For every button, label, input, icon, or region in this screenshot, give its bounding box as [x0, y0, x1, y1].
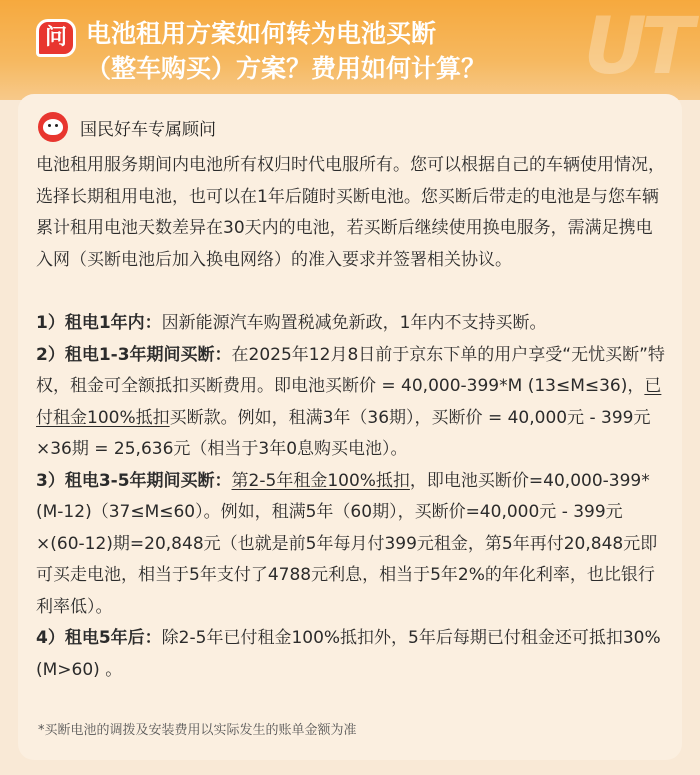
list-item-text: 买断款。例如，租满3年（36期），买断价 = 40,000元 - 399元×36期 = 25,636元（相当于3年0息购买电池）。: [36, 407, 651, 459]
list-item-text: 除2-5年已付租金100%抵扣外，5年后每期已付租金还可抵扣30% (M>60) 。: [36, 628, 661, 680]
list-item-highlight: 第2-5年租金100%抵扣: [231, 470, 410, 491]
spacer: [36, 276, 668, 308]
question-title: [86, 16, 580, 86]
list-item-4: [36, 623, 668, 686]
question-title-line2: （整车购买）方案？费用如何计算？: [86, 54, 487, 83]
intro-paragraph: 电池租用服务期间内电池所有权归时代电服所有。您可以根据自己的车辆使用情况，选择长期租用电池，也可以在1年后随时买断电池。您买断后带走的电池是与您车辆累计租用电池天数差异在30天内的电池，若买断后继续使用换电服务，需满足携电入网（买断电池后加入换电网络）的准入要求并签署相关协议。: [36, 155, 665, 270]
advisor-name: 国民好车专属顾问: [80, 119, 216, 140]
answer-content: [36, 150, 668, 686]
question-header: [0, 0, 700, 100]
list-item-highlight: 已付租金100%抵扣: [36, 376, 662, 428]
advisor-avatar-icon: [38, 112, 68, 142]
list-item-label: 3）租电3-5年期间买断：: [36, 470, 232, 491]
list-item-label: 4）租电5年后：: [36, 628, 162, 648]
list-item-2: [36, 340, 668, 466]
list-item-text: 因新能源汽车购置税减免新政，1年内不支持买断。: [161, 313, 547, 333]
list-item-3: [36, 466, 668, 624]
advisor-row: [38, 112, 216, 142]
list-item-label: 1）租电1年内：: [36, 313, 162, 333]
list-item-label: 2）租电1-3年期间买断：: [36, 344, 232, 365]
footnote: *买断电池的调拨及安装费用以实际发生的账单金额为准: [38, 723, 357, 738]
list-item-1: [36, 308, 668, 340]
list-item-text: ，即电池买断价=40,000-399*(M-12)（37≤M≤60）。例如，租满5年（60期），买断价=40,000元 - 399元×(60-12)期=20,848元（也就是前5年每月付399元租金，第5年再付20,848元即可买走电池，相当于5年支付了4788元利息，相当于5年2%的年化利率，也比银行利率低）。: [36, 470, 658, 617]
question-icon: 问: [36, 19, 76, 57]
brand-watermark: UT: [583, 2, 688, 92]
list-item-text: 在2025年12月8日前于京东下单的用户享受“无忧买断”特权，租金可全额抵扣买断费用。即电池买断价 = 40,000-399*M (13≤M≤36)，: [36, 344, 665, 396]
question-title-line1: 电池租用方案如何转为电池买断: [86, 19, 437, 48]
answer-card: [18, 94, 682, 760]
